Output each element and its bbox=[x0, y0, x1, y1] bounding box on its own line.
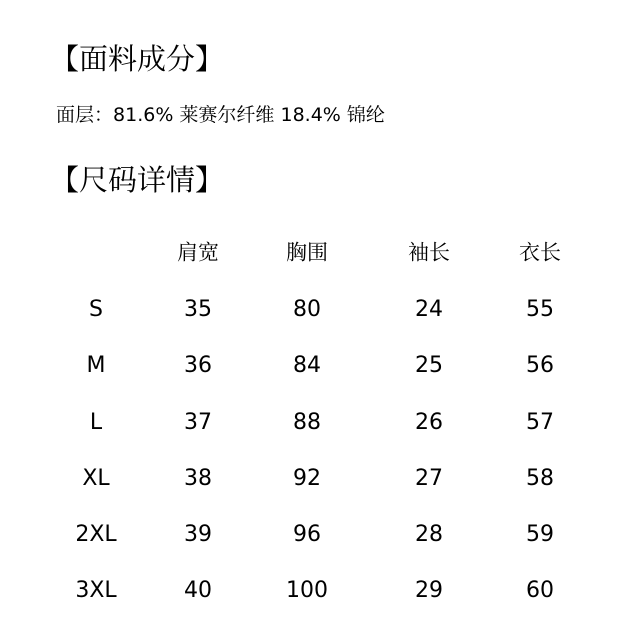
table-cell-chest: 92 bbox=[293, 466, 321, 491]
table-cell-shoulder-width: 36 bbox=[184, 353, 212, 378]
fabric-material-2: 锦纶 bbox=[346, 104, 385, 126]
table-cell-chest: 100 bbox=[286, 578, 328, 603]
table-cell-chest: 96 bbox=[293, 522, 321, 547]
column-header-length: 衣长 bbox=[519, 240, 561, 265]
table-cell-sleeve-length: 29 bbox=[415, 578, 443, 603]
table-cell-length: 57 bbox=[526, 410, 554, 435]
table-cell-sleeve-length: 24 bbox=[415, 297, 443, 322]
size-label: 3XL bbox=[75, 578, 117, 603]
column-header-shoulder-width: 肩宽 bbox=[177, 240, 219, 265]
table-cell-shoulder-width: 38 bbox=[184, 466, 212, 491]
fabric-percent-2: 18.4% bbox=[280, 104, 341, 126]
fabric-layer-label: 面层： bbox=[56, 104, 114, 126]
table-cell-chest: 88 bbox=[293, 410, 321, 435]
table-cell-sleeve-length: 26 bbox=[415, 410, 443, 435]
size-label: 2XL bbox=[75, 522, 117, 547]
fabric-material-1: 莱赛尔纤维 bbox=[179, 104, 275, 126]
size-label: S bbox=[89, 297, 103, 322]
size-label: L bbox=[89, 410, 103, 435]
table-cell-chest: 84 bbox=[293, 353, 321, 378]
table-cell-sleeve-length: 25 bbox=[415, 353, 443, 378]
table-cell-shoulder-width: 39 bbox=[184, 522, 212, 547]
table-cell-shoulder-width: 40 bbox=[184, 578, 212, 603]
size-label: M bbox=[86, 353, 106, 378]
fabric-composition bbox=[56, 106, 385, 125]
fabric-section-title: 【面料成分】 bbox=[50, 42, 225, 76]
table-cell-length: 58 bbox=[526, 466, 554, 491]
column-header-sleeve-length: 袖长 bbox=[408, 240, 450, 265]
size-label: XL bbox=[82, 466, 110, 491]
table-cell-length: 55 bbox=[526, 297, 554, 322]
table-cell-chest: 80 bbox=[293, 297, 321, 322]
size-section-title: 【尺码详情】 bbox=[50, 163, 225, 197]
table-cell-length: 56 bbox=[526, 353, 554, 378]
fabric-percent-1: 81.6% bbox=[113, 104, 174, 126]
table-cell-length: 60 bbox=[526, 578, 554, 603]
table-cell-sleeve-length: 28 bbox=[415, 522, 443, 547]
table-cell-shoulder-width: 37 bbox=[184, 410, 212, 435]
table-cell-length: 59 bbox=[526, 522, 554, 547]
column-header-chest: 胸围 bbox=[286, 240, 328, 265]
table-cell-shoulder-width: 35 bbox=[184, 297, 212, 322]
table-cell-sleeve-length: 27 bbox=[415, 466, 443, 491]
